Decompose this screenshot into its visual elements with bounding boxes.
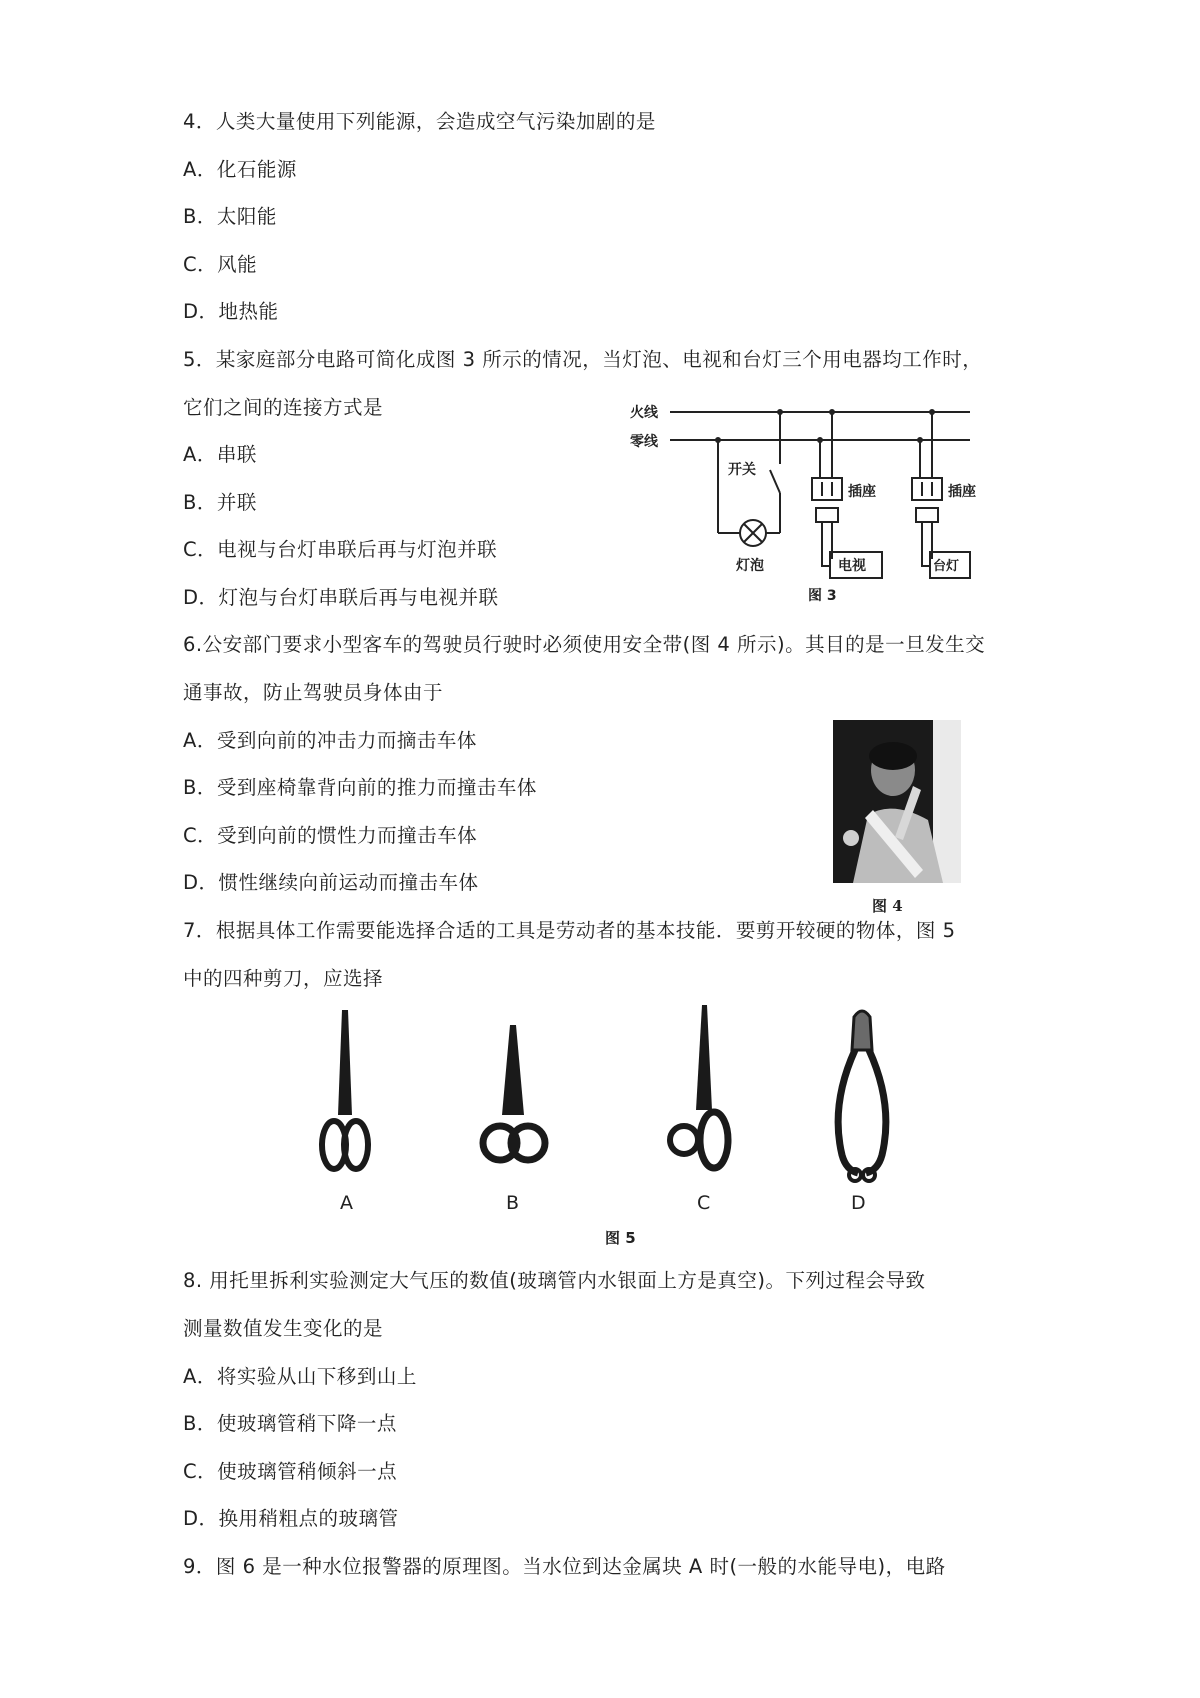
q7-stem-line1: 7．根据具体工作需要能选择合适的工具是劳动者的基本技能．要剪开较硬的物体，图 5	[183, 919, 956, 942]
q6-option-c: C．受到向前的惯性力而撞击车体	[183, 824, 478, 847]
figure-4-caption: 图 4	[872, 897, 903, 915]
q6-stem-line1: 6.公安部门要求小型客车的驾驶员行驶时必须使用安全带(图 4 所示)。其目的是一旦发生交	[183, 633, 986, 656]
q4-option-d: D．地热能	[183, 300, 279, 323]
q5-option-b: B．并联	[183, 491, 257, 514]
q5-option-d: D．灯泡与台灯串联后再与电视并联	[183, 586, 499, 609]
bulb-label: 灯泡	[736, 558, 764, 574]
q6-option-d: D．惯性继续向前运动而撞击车体	[183, 871, 479, 894]
figure-3-caption: 图 3	[808, 588, 837, 604]
q4-stem: 4．人类大量使用下列能源，会造成空气污染加剧的是	[183, 110, 656, 133]
scissors-d-icon	[838, 1011, 886, 1181]
scissors-c-icon	[670, 1005, 728, 1168]
figure-4-photo	[833, 720, 961, 883]
q5-option-c: C．电视与台灯串联后再与灯泡并联	[183, 538, 498, 561]
lamp-label: 台灯	[933, 559, 960, 574]
q4-option-a: A．化石能源	[183, 158, 297, 181]
q8-stem-line1: 8. 用托里拆利实验测定大气压的数值(玻璃管内水银面上方是真空)。下列过程会导致	[183, 1269, 926, 1292]
scissors-c-label: C	[697, 1192, 711, 1214]
q9-stem-line1: 9．图 6 是一种水位报警器的原理图。当水位到达金属块 A 时(一般的水能导电)，电路	[183, 1555, 946, 1578]
q8-option-a: A．将实验从山下移到山上	[183, 1365, 417, 1388]
q6-option-a: A．受到向前的冲击力而摘击车体	[183, 729, 477, 752]
neutral-wire-label: 零线	[630, 434, 658, 450]
q8-option-d: D．换用稍粗点的玻璃管	[183, 1507, 399, 1530]
q5-stem-line2: 它们之间的连接方式是	[183, 396, 384, 419]
figure-5-scissors	[310, 1005, 910, 1250]
q5-option-a: A．串联	[183, 443, 257, 466]
q4-option-c: C．风能	[183, 253, 258, 276]
q8-option-b: B．使玻璃管稍下降一点	[183, 1412, 397, 1435]
figure-3-circuit	[630, 398, 976, 608]
q4-option-b: B．太阳能	[183, 205, 277, 228]
q6-stem-line2: 通事故，防止驾驶员身体由于	[183, 681, 444, 704]
q6-option-b: B．受到座椅靠背向前的推力而撞击车体	[183, 776, 537, 799]
scissors-b-label: B	[506, 1192, 520, 1214]
q7-stem-line2: 中的四种剪刀，应选择	[183, 967, 384, 990]
scissors-a-icon	[322, 1010, 368, 1169]
tv-label: 电视	[838, 558, 866, 574]
socket2-label: 插座	[948, 484, 976, 500]
q8-stem-line2: 测量数值发生变化的是	[183, 1317, 384, 1340]
socket1-label: 插座	[848, 484, 876, 500]
scissors-a-label: A	[340, 1192, 353, 1214]
q8-option-c: C．使玻璃管稍倾斜一点	[183, 1460, 398, 1483]
figure-5-caption: 图 5	[605, 1229, 636, 1247]
switch-label: 开关	[728, 462, 756, 478]
live-wire-label: 火线	[630, 405, 658, 421]
scissors-d-label: D	[851, 1192, 866, 1214]
scissors-b-icon	[483, 1025, 545, 1160]
q5-stem-line1: 5．某家庭部分电路可简化成图 3 所示的情况，当灯泡、电视和台灯三个用电器均工作时，	[183, 348, 983, 371]
